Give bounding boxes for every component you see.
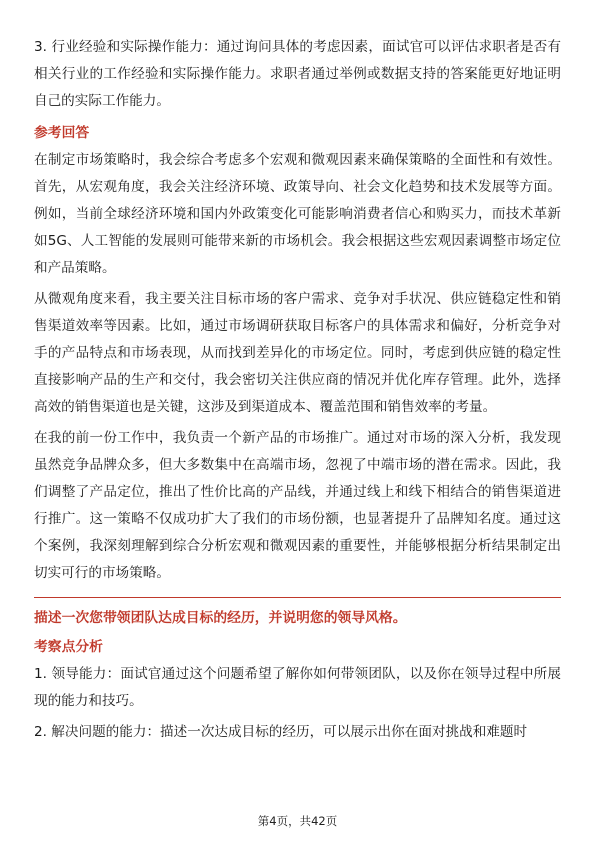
next-question-block <box>34 597 561 746</box>
answer-paragraph-macro: 在制定市场策略时，我会综合考虑多个宏观和微观因素来确保策略的全面性和有效性。首先，从宏观角度，我会关注经济环境、政策导向、社会文化趋势和技术发展等方面。例如，当前全球经济环境和国内外政策变化可能影响消费者信心和购买力，而技术革新如5G、人工智能的发展则可能带来新的市场机会。我会根据这些宏观因素调整市场定位和产品策略。 <box>34 152 561 276</box>
analysis-item-problem-solving: 2. 解决问题的能力：描述一次达成目标的经历，可以展示出你在面对挑战和难题时 <box>34 724 528 740</box>
question-title: 描述一次您带领团队达成目标的经历，并说明您的领导风格。 <box>34 610 407 626</box>
analysis-heading: 考察点分析 <box>34 639 103 655</box>
answer-paragraph-micro: 从微观角度来看，我主要关注目标市场的客户需求、竞争对手状况、供应链稳定性和销售渠道效率等因素。比如，通过市场调研获取目标客户的具体需求和偏好，分析竞争对手的产品特点和市场表现，从而找到差异化的市场定位。同时，考虑到供应链的稳定性直接影响产品的生产和交付，我会密切关注供应商的情况并优化库存管理。此外，选择高效的销售渠道也是关键，这涉及到渠道成本、覆盖范围和销售效率的考量。 <box>34 291 561 415</box>
page-footer: 第4页，共42页 <box>257 814 338 828</box>
answer-paragraph-case: 在我的前一份工作中，我负责一个新产品的市场推广。通过对市场的深入分析，我发现虽然竞争品牌众多，但大多数集中在高端市场，忽视了中端市场的潜在需求。因此，我们调整了产品定位，推出了性价比高的产品线，并通过线上和线下相结合的销售渠道进行推广。这一策略不仅成功扩大了我们的市场份额，也显著提升了品牌知名度。通过这个案例，我深刻理解到综合分析宏观和微观因素的重要性，并能够根据分析结果制定出切实可行的市场策略。 <box>34 430 561 581</box>
list-item-industry-experience: 3. 行业经验和实际操作能力：通过询问具体的考虑因素，面试官可以评估求职者是否有相关行业的工作经验和实际操作能力。求职者通过举例或数据支持的答案能更好地证明自己的实际工作能力。 <box>34 39 561 109</box>
reference-answer-heading: 参考回答 <box>34 125 90 141</box>
document-body <box>34 34 561 750</box>
analysis-item-leadership: 1. 领导能力：面试官通过这个问题希望了解你如何带领团队，以及你在领导过程中所展现的能力和技巧。 <box>34 666 561 709</box>
